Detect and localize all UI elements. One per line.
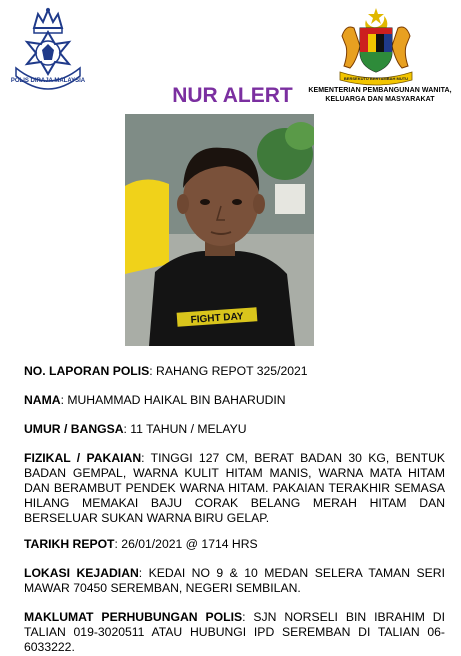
incident-location-field (24, 566, 445, 596)
report-date-value: : 26/01/2021 @ 1714 HRS (114, 537, 258, 551)
name-value: : MUHAMMAD HAIKAL BIN BAHARUDIN (60, 393, 286, 407)
police-report-field (24, 364, 445, 379)
coat-of-arms-logo (336, 6, 416, 86)
physical-clothing-label: FIZIKAL / PAKAIAN (24, 451, 142, 465)
incident-location-label: LOKASI KEJADIAN (24, 566, 139, 580)
coat-of-arms-ribbon-text: BERSEKUTU BERTAMBAH MUTU (343, 76, 409, 81)
report-date-label: TARIKH REPOT (24, 537, 115, 551)
name-field (24, 393, 445, 408)
shirt-print-text: FIGHT DAY (190, 311, 244, 326)
incident-location-value: : KEDAI NO 9 & 10 MEDAN SELERA TAMAN SERI MAWAR 70450 SEREMBAN, NEGERI SEMBILAN. (24, 566, 445, 595)
report-date-field (24, 537, 445, 552)
age-race-value: : 11 TAHUN / MELAYU (123, 422, 247, 436)
police-logo-text: POLIS DIRAJA MALAYSIA (10, 78, 86, 84)
physical-clothing-field (24, 451, 445, 526)
name-label: NAMA (24, 393, 61, 407)
age-race-field (24, 422, 445, 437)
police-contact-field (24, 610, 445, 655)
alert-title: NUR ALERT (172, 84, 293, 107)
missing-child-photo (125, 114, 314, 346)
age-race-label: UMUR / BANGSA (24, 422, 124, 436)
ministry-line-1: KEMENTERIAN PEMBANGUNAN WANITA, (308, 87, 452, 94)
police-contact-label: MAKLUMAT PERHUBUNGAN POLIS (24, 610, 243, 624)
police-report-value: : RAHANG REPOT 325/2021 (149, 364, 308, 378)
ministry-line-2: KELUARGA DAN MASYARAKAT (325, 96, 435, 103)
police-report-label: NO. LAPORAN POLIS (24, 364, 150, 378)
police-contact-value: : SJN NORSELI BIN IBRAHIM DI TALIAN 019-3020511 ATAU HUBUNGI IPD SEREMBAN DI TALIAN 06-6033222. (24, 610, 445, 654)
physical-clothing-value: : TINGGI 127 CM, BERAT BADAN 30 KG, BENTUK BADAN GEMPAL, WARNA KULIT HITAM MANIS, WARNA MATA HITAM DAN BERAMBUT PENDEK WARNA HITAM. PAKAIAN TERAKHIR SEMASA HILANG MEMAKAI BAJU CORAK BELANG MERAH HITAM DAN BERSELUAR SUKAN WARNA BIRU GELAP. (24, 451, 446, 525)
